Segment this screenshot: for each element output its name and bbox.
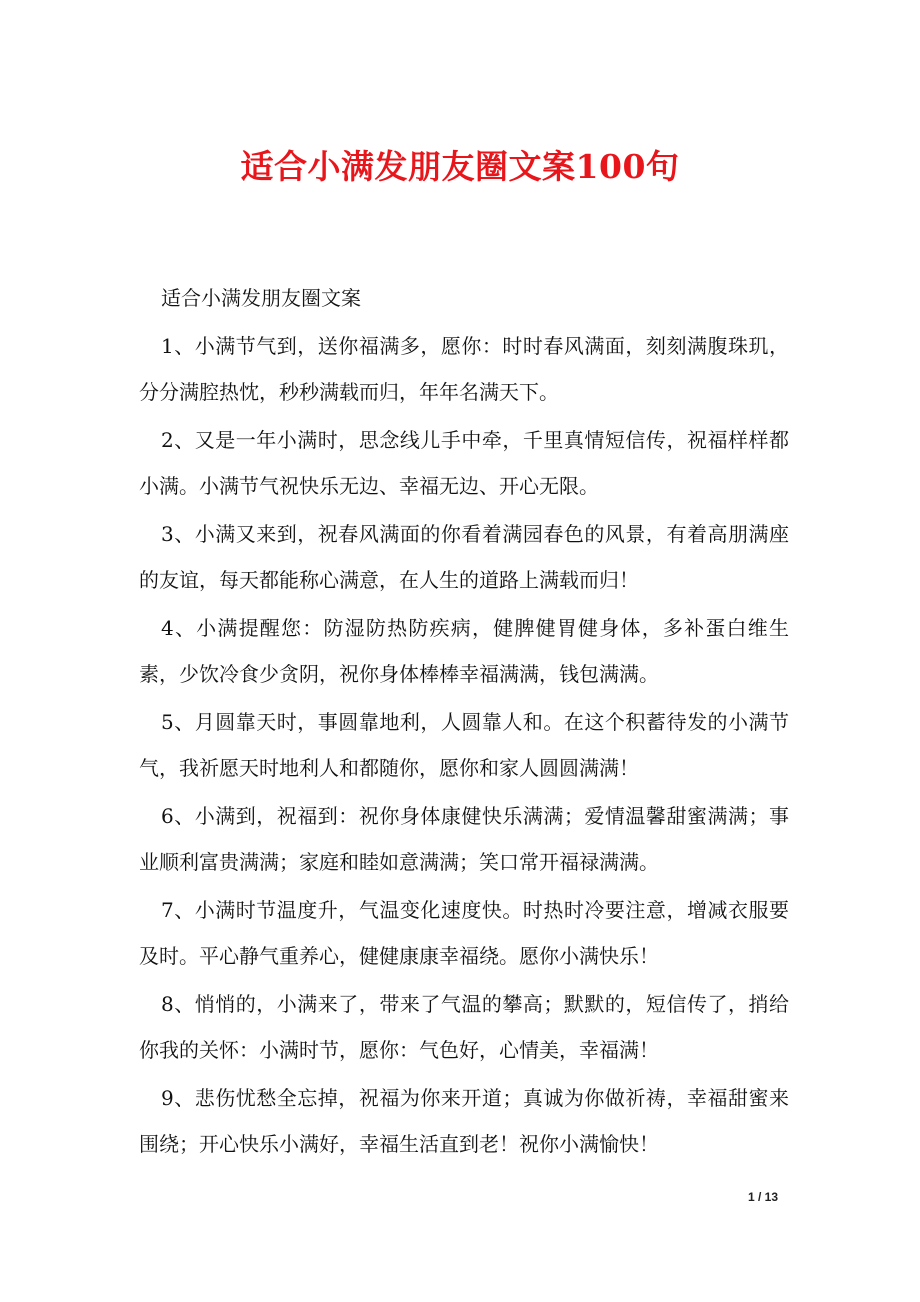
- paragraph-3: 3、小满又来到，祝春风满面的你看着满园春色的风景，有着高朋满座的友谊，每天都能称心满意，在人生的道路上满载而归！: [139, 522, 789, 592]
- paragraph-4: 4、小满提醒您：防湿防热防疾病，健脾健胃健身体，多补蛋白维生素，少饮冷食少贪阴，祝你身体棒棒幸福满满，钱包满满。: [139, 616, 789, 686]
- section-heading: 适合小满发朋友圈文案: [161, 286, 361, 310]
- paragraph-1: 1、小满节气到，送你福满多，愿你：时时春风满面，刻刻满腹珠玑，分分满腔热忱，秒秒满载而归，年年名满天下。: [139, 334, 789, 404]
- page-title: 适合小满发朋友圈文案100句: [240, 147, 680, 186]
- page-number: 1 / 13: [748, 1190, 779, 1204]
- paragraph-7: 7、小满时节温度升，气温变化速度快。时热时冷要注意，增减衣服要及时。平心静气重养心，健健康康幸福绕。愿你小满快乐！: [139, 898, 789, 968]
- paragraph-9: 9、悲伤忧愁全忘掉，祝福为你来开道；真诚为你做祈祷，幸福甜蜜来围绕；开心快乐小满好，幸福生活直到老！祝你小满愉快！: [139, 1086, 789, 1156]
- paragraph-2: 2、又是一年小满时，思念线儿手中牵，千里真情短信传，祝福样样都小满。小满节气祝快乐无边、幸福无边、开心无限。: [139, 428, 789, 498]
- document-body: [139, 275, 789, 1169]
- paragraph-8: 8、悄悄的，小满来了，带来了气温的攀高；默默的，短信传了，捎给你我的关怀：小满时节，愿你：气色好，心情美，幸福满！: [139, 992, 789, 1062]
- paragraph-6: 6、小满到，祝福到：祝你身体康健快乐满满；爱情温馨甜蜜满满；事业顺利富贵满满；家庭和睦如意满满；笑口常开福禄满满。: [139, 804, 789, 874]
- paragraph-5: 5、月圆靠天时，事圆靠地利，人圆靠人和。在这个积蓄待发的小满节气，我祈愿天时地利人和都随你，愿你和家人圆圆满满！: [139, 710, 789, 780]
